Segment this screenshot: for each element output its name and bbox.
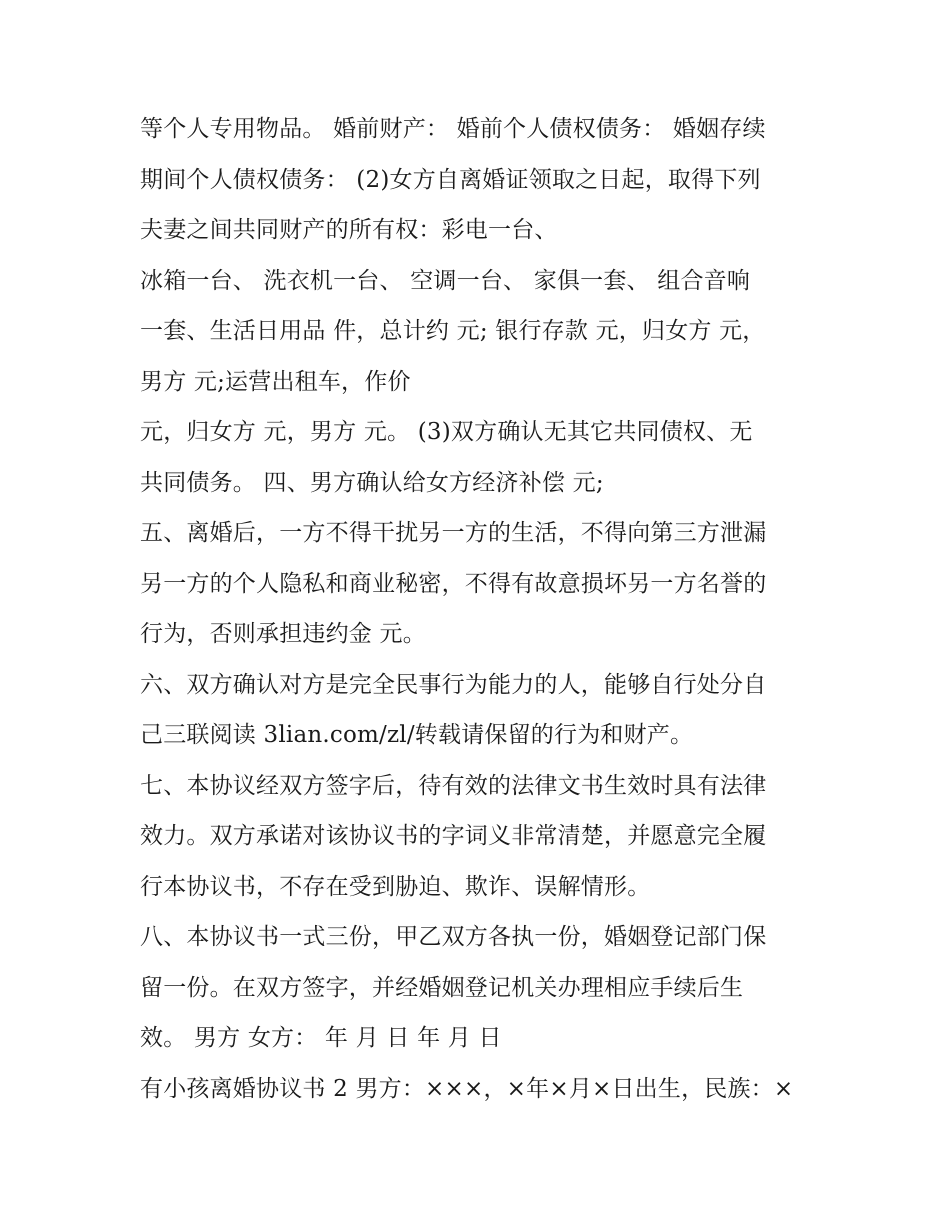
text-line: 冰箱一台、 洗衣机一台、 空调一台、 家俱一套、 组合音响 xyxy=(140,267,751,294)
text-line: 行为，否则承担违约金 元。 xyxy=(140,621,426,647)
text-line: 另一方的个人隐私和商业秘密，不得有故意损坏另一方名誉的 xyxy=(140,570,767,597)
text-line: 留一份。在双方签字，并经婚姻登记机关办理相应手续后生 xyxy=(140,974,744,1001)
text-line: 元，归女方 元，男方 元。 (3)双方确认无其它共同债权、无 xyxy=(140,419,753,445)
text-line: 夫妻之间共同财产的所有权：彩电一台、 xyxy=(140,217,558,243)
text-line: 有小孩离婚协议书 2 男方：×××，×年×月×日出生，民族：× xyxy=(140,1075,794,1102)
text-line: 等个人专用物品。 婚前财产： 婚前个人债权债务： 婚姻存续 xyxy=(140,116,766,142)
text-line: 效力。双方承诺对该协议书的字词义非常清楚，并愿意完全履 xyxy=(140,823,767,849)
text-line: 行本协议书，不存在受到胁迫、欺诈、误解情形。 xyxy=(140,873,651,900)
text-line: 共同债务。 四、男方确认给女方经济补偿 元; xyxy=(140,469,604,496)
text-line: 期间个人债权债务： (2)女方自离婚证领取之日起，取得下列 xyxy=(140,166,761,193)
text-line: 五、离婚后，一方不得干扰另一方的生活，不得向第三方泄漏 xyxy=(140,520,767,546)
text-line: 效。 男方 女方： 年 月 日 年 月 日 xyxy=(140,1025,502,1051)
agreement-body-text xyxy=(140,104,830,1114)
text-line: 八、本协议书一式三份，甲乙双方各执一份，婚姻登记部门保 xyxy=(140,924,767,950)
text-line: 一套、生活日用品 件，总计约 元; 银行存款 元，归女方 元， xyxy=(140,318,766,344)
text-line: 己三联阅读 3lian.com/zl/转载请保留的行为和财产。 xyxy=(140,722,694,748)
text-line: 六、双方确认对方是完全民事行为能力的人，能够自行处分自 xyxy=(140,671,767,698)
text-line: 七、本协议经双方签字后，待有效的法律文书生效时具有法律 xyxy=(140,772,767,799)
text-line: 男方 元;运营出租车，作价 xyxy=(140,368,411,395)
